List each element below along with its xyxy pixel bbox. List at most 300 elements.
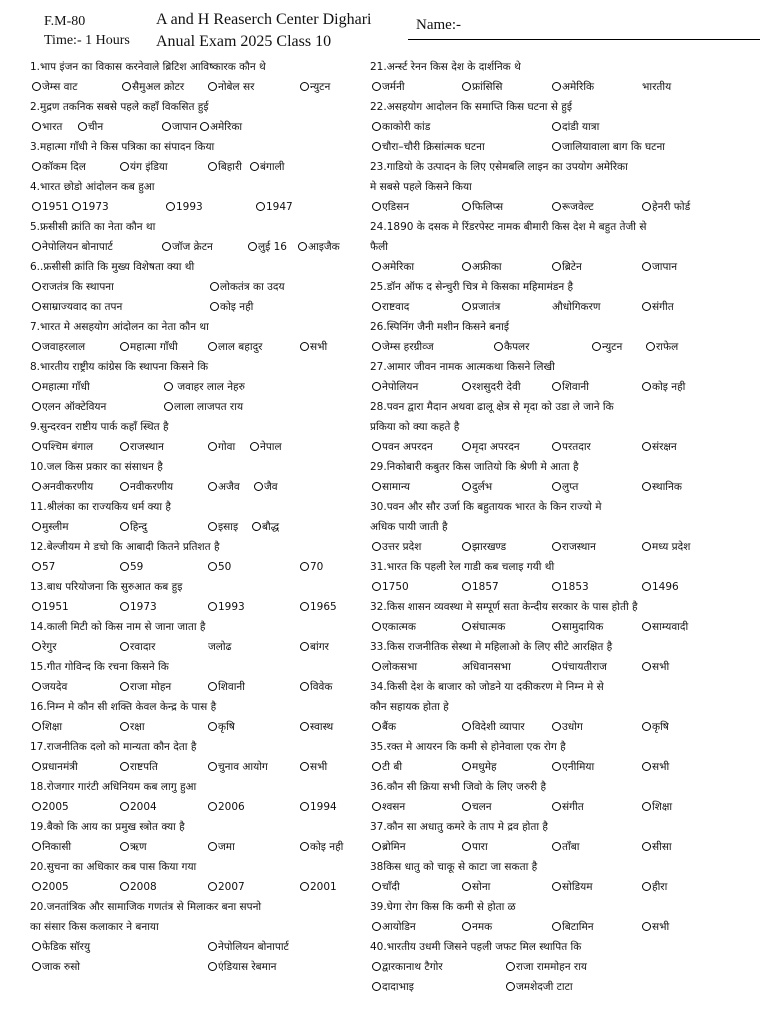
answer-option[interactable] [552,137,665,157]
answer-bubble-icon[interactable] [592,342,601,351]
answer-option[interactable] [162,117,197,137]
answer-option[interactable] [32,377,90,397]
answer-option[interactable] [462,257,502,277]
answer-bubble-icon[interactable] [552,882,561,891]
answer-option[interactable] [462,77,502,97]
answer-option[interactable] [300,637,329,657]
answer-bubble-icon[interactable] [120,842,129,851]
answer-bubble-icon[interactable] [642,842,651,851]
answer-bubble-icon[interactable] [506,982,515,991]
answer-option[interactable] [372,377,418,397]
answer-option[interactable] [372,717,396,737]
answer-bubble-icon[interactable] [506,962,515,971]
answer-bubble-icon[interactable] [120,722,129,731]
answer-option[interactable] [462,757,497,777]
answer-bubble-icon[interactable] [642,202,651,211]
answer-option[interactable] [642,877,667,897]
answer-bubble-icon[interactable] [32,802,41,811]
answer-bubble-icon[interactable] [552,842,561,851]
answer-bubble-icon[interactable] [78,122,87,131]
answer-bubble-icon[interactable] [300,562,309,571]
answer-option[interactable] [506,977,573,997]
answer-bubble-icon[interactable] [120,342,129,351]
answer-bubble-icon[interactable] [462,622,471,631]
answer-option[interactable] [642,757,669,777]
answer-option[interactable] [300,557,323,577]
answer-option[interactable] [164,377,245,397]
answer-bubble-icon[interactable] [300,342,309,351]
answer-option[interactable] [642,917,669,937]
answer-option[interactable] [120,637,155,657]
answer-option[interactable] [208,837,235,857]
answer-option[interactable] [210,277,285,297]
answer-option[interactable] [372,657,417,677]
answer-option[interactable] [166,197,203,217]
answer-bubble-icon[interactable] [552,762,561,771]
answer-option[interactable] [208,937,289,957]
answer-option[interactable] [120,837,147,857]
answer-bubble-icon[interactable] [372,342,381,351]
answer-option[interactable] [552,77,594,97]
answer-bubble-icon[interactable] [372,142,381,151]
answer-option[interactable] [642,837,672,857]
answer-option[interactable] [32,197,69,217]
answer-option[interactable] [552,377,589,397]
answer-option[interactable] [32,277,114,297]
answer-option[interactable] [32,837,71,857]
answer-option[interactable] [32,437,93,457]
answer-bubble-icon[interactable] [300,842,309,851]
answer-bubble-icon[interactable] [208,82,217,91]
answer-option[interactable] [298,237,340,257]
answer-bubble-icon[interactable] [32,282,41,291]
answer-option[interactable] [642,797,672,817]
answer-option[interactable] [208,77,254,97]
answer-option[interactable] [552,577,589,597]
answer-option[interactable] [642,257,677,277]
answer-bubble-icon[interactable] [642,582,651,591]
answer-bubble-icon[interactable] [120,802,129,811]
answer-option[interactable] [208,797,245,817]
answer-option[interactable] [462,797,492,817]
answer-bubble-icon[interactable] [552,122,561,131]
answer-option[interactable] [372,117,430,137]
answer-bubble-icon[interactable] [32,302,41,311]
answer-bubble-icon[interactable] [462,722,471,731]
answer-bubble-icon[interactable] [552,662,561,671]
answer-bubble-icon[interactable] [32,942,41,951]
answer-bubble-icon[interactable] [256,202,265,211]
answer-option[interactable] [300,797,337,817]
answer-bubble-icon[interactable] [642,482,651,491]
answer-option[interactable] [372,757,402,777]
answer-option[interactable] [208,637,232,657]
answer-bubble-icon[interactable] [122,82,131,91]
answer-option[interactable] [250,157,284,177]
answer-option[interactable] [300,77,330,97]
answer-option[interactable] [164,397,243,417]
answer-option[interactable] [32,877,69,897]
answer-bubble-icon[interactable] [642,662,651,671]
answer-option[interactable] [300,717,333,737]
answer-option[interactable] [372,77,405,97]
answer-option[interactable] [32,237,113,257]
answer-option[interactable] [32,517,68,537]
answer-bubble-icon[interactable] [372,882,381,891]
answer-bubble-icon[interactable] [642,302,651,311]
answer-option[interactable] [552,617,603,637]
answer-bubble-icon[interactable] [642,802,651,811]
answer-option[interactable] [32,557,55,577]
answer-bubble-icon[interactable] [120,162,129,171]
answer-option[interactable] [372,337,434,357]
answer-option[interactable] [120,677,171,697]
answer-option[interactable] [462,617,505,637]
answer-bubble-icon[interactable] [32,442,41,451]
answer-option[interactable] [372,917,416,937]
answer-bubble-icon[interactable] [208,442,217,451]
answer-bubble-icon[interactable] [646,342,655,351]
answer-bubble-icon[interactable] [642,882,651,891]
answer-bubble-icon[interactable] [208,882,217,891]
answer-bubble-icon[interactable] [72,202,81,211]
answer-bubble-icon[interactable] [300,762,309,771]
answer-bubble-icon[interactable] [250,162,259,171]
answer-option[interactable] [256,197,293,217]
answer-bubble-icon[interactable] [462,382,471,391]
answer-option[interactable] [552,917,594,937]
answer-option[interactable] [592,337,622,357]
answer-bubble-icon[interactable] [552,622,561,631]
answer-bubble-icon[interactable] [372,802,381,811]
answer-bubble-icon[interactable] [248,242,257,251]
answer-option[interactable] [32,397,106,417]
answer-option[interactable] [552,437,591,457]
answer-option[interactable] [32,77,78,97]
answer-bubble-icon[interactable] [208,802,217,811]
answer-bubble-icon[interactable] [372,922,381,931]
answer-option[interactable] [372,877,400,897]
answer-bubble-icon[interactable] [372,442,381,451]
answer-option[interactable] [552,757,594,777]
answer-option[interactable] [462,437,520,457]
answer-option[interactable] [78,117,103,137]
answer-bubble-icon[interactable] [552,722,561,731]
answer-bubble-icon[interactable] [462,922,471,931]
answer-option[interactable] [552,297,601,317]
answer-option[interactable] [552,117,599,137]
answer-option[interactable] [300,757,327,777]
answer-bubble-icon[interactable] [32,342,41,351]
answer-bubble-icon[interactable] [372,622,381,631]
answer-bubble-icon[interactable] [208,162,217,171]
answer-option[interactable] [642,577,679,597]
answer-option[interactable] [120,557,143,577]
answer-option[interactable] [552,717,583,737]
answer-option[interactable] [372,297,409,317]
answer-option[interactable] [372,537,421,557]
answer-option[interactable] [642,197,690,217]
answer-bubble-icon[interactable] [32,482,41,491]
answer-option[interactable] [120,337,178,357]
answer-bubble-icon[interactable] [372,202,381,211]
answer-bubble-icon[interactable] [462,802,471,811]
answer-option[interactable] [462,717,525,737]
answer-bubble-icon[interactable] [32,562,41,571]
answer-option[interactable] [462,917,492,937]
answer-bubble-icon[interactable] [164,382,173,391]
answer-option[interactable] [506,957,587,977]
answer-bubble-icon[interactable] [494,342,503,351]
answer-bubble-icon[interactable] [250,442,259,451]
answer-bubble-icon[interactable] [642,442,651,451]
answer-bubble-icon[interactable] [372,762,381,771]
answer-bubble-icon[interactable] [208,842,217,851]
answer-bubble-icon[interactable] [552,142,561,151]
answer-option[interactable] [32,297,122,317]
answer-option[interactable] [642,657,669,677]
answer-option[interactable] [120,717,145,737]
answer-option[interactable] [552,837,579,857]
answer-option[interactable] [372,617,416,637]
answer-option[interactable] [32,937,90,957]
answer-bubble-icon[interactable] [208,602,217,611]
answer-option[interactable] [32,677,67,697]
answer-option[interactable] [32,597,69,617]
answer-bubble-icon[interactable] [32,122,41,131]
answer-bubble-icon[interactable] [552,482,561,491]
answer-option[interactable] [120,597,157,617]
answer-bubble-icon[interactable] [372,82,381,91]
answer-option[interactable] [120,757,158,777]
answer-option[interactable] [32,957,80,977]
answer-bubble-icon[interactable] [552,922,561,931]
answer-bubble-icon[interactable] [32,202,41,211]
answer-option[interactable] [462,477,492,497]
answer-bubble-icon[interactable] [372,382,381,391]
answer-option[interactable] [208,957,277,977]
answer-bubble-icon[interactable] [462,82,471,91]
answer-option[interactable] [208,597,245,617]
answer-option[interactable] [208,337,262,357]
answer-bubble-icon[interactable] [552,202,561,211]
answer-bubble-icon[interactable] [32,602,41,611]
answer-option[interactable] [208,477,240,497]
answer-option[interactable] [552,537,596,557]
answer-bubble-icon[interactable] [120,522,129,531]
answer-option[interactable] [372,137,485,157]
answer-bubble-icon[interactable] [462,302,471,311]
answer-option[interactable] [210,297,253,317]
answer-bubble-icon[interactable] [32,842,41,851]
answer-option[interactable] [372,437,433,457]
answer-bubble-icon[interactable] [120,642,129,651]
answer-option[interactable] [642,717,669,737]
answer-option[interactable] [372,477,410,497]
answer-option[interactable] [552,257,582,277]
answer-bubble-icon[interactable] [162,122,171,131]
answer-bubble-icon[interactable] [120,682,129,691]
answer-bubble-icon[interactable] [120,442,129,451]
answer-bubble-icon[interactable] [372,302,381,311]
answer-bubble-icon[interactable] [372,122,381,131]
answer-bubble-icon[interactable] [552,442,561,451]
answer-bubble-icon[interactable] [642,722,651,731]
answer-bubble-icon[interactable] [120,482,129,491]
answer-bubble-icon[interactable] [120,882,129,891]
answer-option[interactable] [32,757,78,777]
answer-bubble-icon[interactable] [208,762,217,771]
answer-option[interactable] [462,297,500,317]
answer-bubble-icon[interactable] [32,682,41,691]
answer-option[interactable] [372,577,409,597]
answer-option[interactable] [552,197,594,217]
answer-option[interactable] [208,677,245,697]
answer-option[interactable] [462,377,521,397]
answer-option[interactable] [300,877,337,897]
answer-option[interactable] [208,437,235,457]
answer-bubble-icon[interactable] [372,262,381,271]
answer-option[interactable] [372,197,409,217]
answer-bubble-icon[interactable] [164,402,173,411]
answer-option[interactable] [32,717,62,737]
answer-bubble-icon[interactable] [642,542,651,551]
answer-option[interactable] [300,337,327,357]
answer-option[interactable] [372,797,405,817]
answer-option[interactable] [254,477,278,497]
answer-option[interactable] [32,797,69,817]
answer-option[interactable] [372,837,406,857]
answer-option[interactable] [462,197,503,217]
answer-bubble-icon[interactable] [208,522,217,531]
answer-option[interactable] [120,477,173,497]
answer-option[interactable] [642,377,685,397]
answer-bubble-icon[interactable] [120,762,129,771]
answer-bubble-icon[interactable] [32,642,41,651]
answer-option[interactable] [552,797,584,817]
answer-option[interactable] [120,877,157,897]
answer-option[interactable] [462,537,506,557]
answer-option[interactable] [642,297,674,317]
answer-bubble-icon[interactable] [372,542,381,551]
answer-option[interactable] [32,157,86,177]
answer-option[interactable] [646,337,678,357]
answer-bubble-icon[interactable] [32,402,41,411]
answer-option[interactable] [462,877,490,897]
answer-bubble-icon[interactable] [32,162,41,171]
answer-bubble-icon[interactable] [462,582,471,591]
answer-bubble-icon[interactable] [552,582,561,591]
answer-bubble-icon[interactable] [642,762,651,771]
answer-option[interactable] [642,617,688,637]
answer-bubble-icon[interactable] [300,642,309,651]
answer-bubble-icon[interactable] [372,722,381,731]
answer-bubble-icon[interactable] [208,942,217,951]
answer-option[interactable] [552,877,593,897]
answer-bubble-icon[interactable] [120,562,129,571]
answer-bubble-icon[interactable] [208,562,217,571]
answer-bubble-icon[interactable] [300,602,309,611]
answer-option[interactable] [642,477,682,497]
answer-option[interactable] [208,157,242,177]
answer-option[interactable] [462,837,488,857]
answer-option[interactable] [250,437,282,457]
answer-bubble-icon[interactable] [208,342,217,351]
answer-bubble-icon[interactable] [300,82,309,91]
answer-bubble-icon[interactable] [372,662,381,671]
answer-option[interactable] [494,337,529,357]
answer-option[interactable] [120,157,168,177]
answer-bubble-icon[interactable] [552,802,561,811]
answer-option[interactable] [372,977,414,997]
answer-option[interactable] [208,717,235,737]
answer-bubble-icon[interactable] [642,382,651,391]
answer-bubble-icon[interactable] [208,482,217,491]
answer-option[interactable] [552,657,607,677]
answer-option[interactable] [248,237,287,257]
answer-bubble-icon[interactable] [462,842,471,851]
answer-bubble-icon[interactable] [372,582,381,591]
answer-option[interactable] [372,257,414,277]
answer-bubble-icon[interactable] [210,302,219,311]
answer-option[interactable] [32,337,85,357]
answer-option[interactable] [32,117,62,137]
answer-option[interactable] [208,557,231,577]
answer-bubble-icon[interactable] [254,482,263,491]
answer-bubble-icon[interactable] [462,482,471,491]
answer-option[interactable] [642,537,690,557]
answer-option[interactable] [462,577,499,597]
answer-bubble-icon[interactable] [120,602,129,611]
answer-bubble-icon[interactable] [552,82,561,91]
answer-bubble-icon[interactable] [166,202,175,211]
answer-option[interactable] [162,237,213,257]
answer-bubble-icon[interactable] [642,262,651,271]
answer-option[interactable] [372,957,443,977]
answer-bubble-icon[interactable] [32,882,41,891]
answer-option[interactable] [122,77,184,97]
answer-bubble-icon[interactable] [462,262,471,271]
answer-bubble-icon[interactable] [462,762,471,771]
answer-bubble-icon[interactable] [462,202,471,211]
answer-option[interactable] [552,477,578,497]
answer-bubble-icon[interactable] [32,382,41,391]
answer-bubble-icon[interactable] [372,982,381,991]
answer-option[interactable] [120,517,147,537]
answer-bubble-icon[interactable] [300,882,309,891]
answer-option[interactable] [300,837,343,857]
answer-bubble-icon[interactable] [642,622,651,631]
answer-bubble-icon[interactable] [252,522,261,531]
answer-bubble-icon[interactable] [32,82,41,91]
answer-bubble-icon[interactable] [462,542,471,551]
answer-option[interactable] [642,77,671,97]
answer-bubble-icon[interactable] [32,762,41,771]
answer-option[interactable] [300,677,332,697]
answer-option[interactable] [200,117,242,137]
answer-bubble-icon[interactable] [372,962,381,971]
answer-bubble-icon[interactable] [372,842,381,851]
answer-bubble-icon[interactable] [300,802,309,811]
answer-bubble-icon[interactable] [200,122,209,131]
answer-option[interactable] [300,597,337,617]
answer-option[interactable] [252,517,279,537]
answer-bubble-icon[interactable] [372,482,381,491]
answer-bubble-icon[interactable] [552,262,561,271]
answer-bubble-icon[interactable] [208,682,217,691]
answer-option[interactable] [120,797,157,817]
answer-bubble-icon[interactable] [462,442,471,451]
